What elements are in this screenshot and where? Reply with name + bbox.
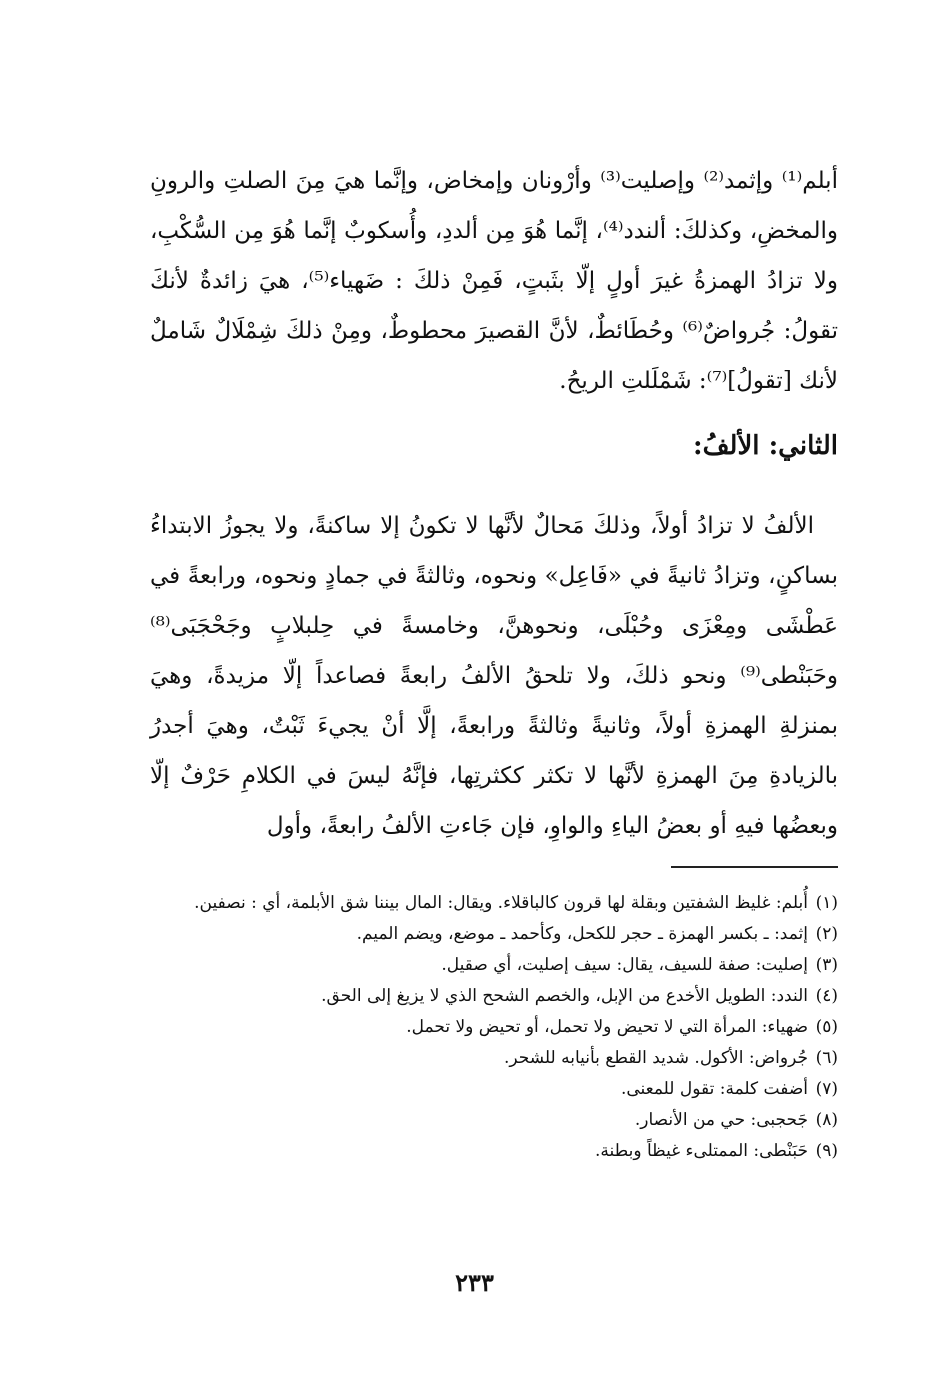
footnote-divider xyxy=(671,866,838,868)
body-paragraph-2: الألفُ لا تزادُ أولاً، وذلكَ مَحالٌ لأنَّها لا تكونُ إلا ساكنةً، ولا يجوزُ الابتداءُ بساكنٍ، وتزادُ ثانيةً في «فَاعِل» ونحوه، وثالثةً في جمادٍ ونحوه، ورابعةً في عَطْشَى ومِعْزَى وحُبْلَى، ونحوهنَّ، وخامسةً في حِلبلابٍ وجَحْجَبَى⁽⁸⁾ وحَبَنْطى⁽⁹⁾ ونحو ذلكَ، ولا تلحقُ الألفُ رابعةً فصاعداً إلّا مزيدةً، وهيَ بمنزلةِ الهمزةِ أولاً، وثانيةً وثالثةً ورابعةً، إلَّا أنْ يجيءَ ثَبْتٌ، وهيَ أجدرُ بالزيادةِ مِنَ الهمزةِ لأنَّها لا تكثر ككثرتِها، فإنَّهُ ليسَ في الكلامِ حَرْفٌ إلّا وبعضُها فيهِ أو بعضُ الياءِ والواوِ، فإن جَاءتِ الألفُ رابعةً، وأول xyxy=(150,513,838,839)
footnote-number: (٩) xyxy=(815,1141,838,1161)
footnote-4 xyxy=(170,981,838,1012)
footnote-1 xyxy=(170,888,838,919)
footnote-text: حَبَنْطى: الممتلىء غيظاً وبطنة. xyxy=(595,1141,808,1161)
footnote-number: (٧) xyxy=(815,1079,838,1099)
footnote-number: (٨) xyxy=(815,1110,838,1130)
footnote-5 xyxy=(170,1012,838,1043)
footnote-number: (٦) xyxy=(815,1048,838,1068)
footnote-number: (١) xyxy=(815,893,838,913)
page-number: ٢٣٣ xyxy=(455,1268,494,1297)
footnote-number: (٢) xyxy=(815,924,838,944)
footnote-number: (٣) xyxy=(815,955,838,975)
footnote-3 xyxy=(170,950,838,981)
footnote-2 xyxy=(170,919,838,950)
footnote-number: (٤) xyxy=(815,986,838,1006)
footnote-9 xyxy=(170,1136,838,1167)
footnote-text: الندد: الطويل الأخدع من الإبل، والخصم الشحح الذي لا يزيغ إلى الحق. xyxy=(321,986,808,1006)
section-heading: الثاني: الألفُ: xyxy=(693,431,838,461)
footnote-text: أضفت كلمة: تقول للمعنى. xyxy=(620,1079,808,1099)
footnote-text: جَحجبى: حي من الأنصار. xyxy=(634,1110,808,1130)
footnote-text: ضهياء: المرأة التي لا تحيض ولا تحمل، أو تحيض ولا تحمل. xyxy=(406,1017,808,1037)
footnote-text: إصليت: صفة للسيف، يقال: سيف إصليت، أي صقيل. xyxy=(441,955,808,975)
footnotes-list xyxy=(170,888,838,1167)
footnote-text: أُبلم: غليظ الشفتين وبقلة لها قرون كالباقلاء. ويقال: المال بيننا شق الأبلمة، أي : نصفين. xyxy=(194,893,808,913)
body-paragraph-1: أبلم⁽¹⁾ وإثمد⁽²⁾ وإصليت⁽³⁾ وأرْونان وإمخاض، وإنَّما هيَ مِنَ الصلتِ والرونِ والمخضِ، وكذلكَ: ألندد⁽⁴⁾، إنَّما هُوَ مِن ألددِ، وأُسكوبٌ إنَّما هُوَ مِن السُّكْبِ، ولا تزادُ الهمزةُ غيرَ أولٍ إلّا بثَبتٍ، فَمِنْ ذلكَ : ضَهياء⁽⁵⁾، هيَ زائدةٌ لأنكَ تقولُ: جُرواضٌ⁽⁶⁾ وحُطَائطٌ، لأنَّ القصيرَ محطوطٌ، ومِنْ ذلكَ شِمْلَالٌ شَاملٌ لأنك [تقولُ]⁽⁷⁾: شَمْلَلتِ الريحُ. xyxy=(150,168,838,394)
footnote-7 xyxy=(170,1074,838,1105)
footnote-text: جُرواض: الأكول. شديد القطع بأنيابه للشحر. xyxy=(503,1048,808,1068)
footnote-text: إثمد: ـ بكسر الهمزة ـ حجر للكحل، وكأحمد ـ موضع، ويضم الميم. xyxy=(356,924,808,944)
footnote-8 xyxy=(170,1105,838,1136)
footnote-6 xyxy=(170,1043,838,1074)
footnote-number: (٥) xyxy=(815,1017,838,1037)
